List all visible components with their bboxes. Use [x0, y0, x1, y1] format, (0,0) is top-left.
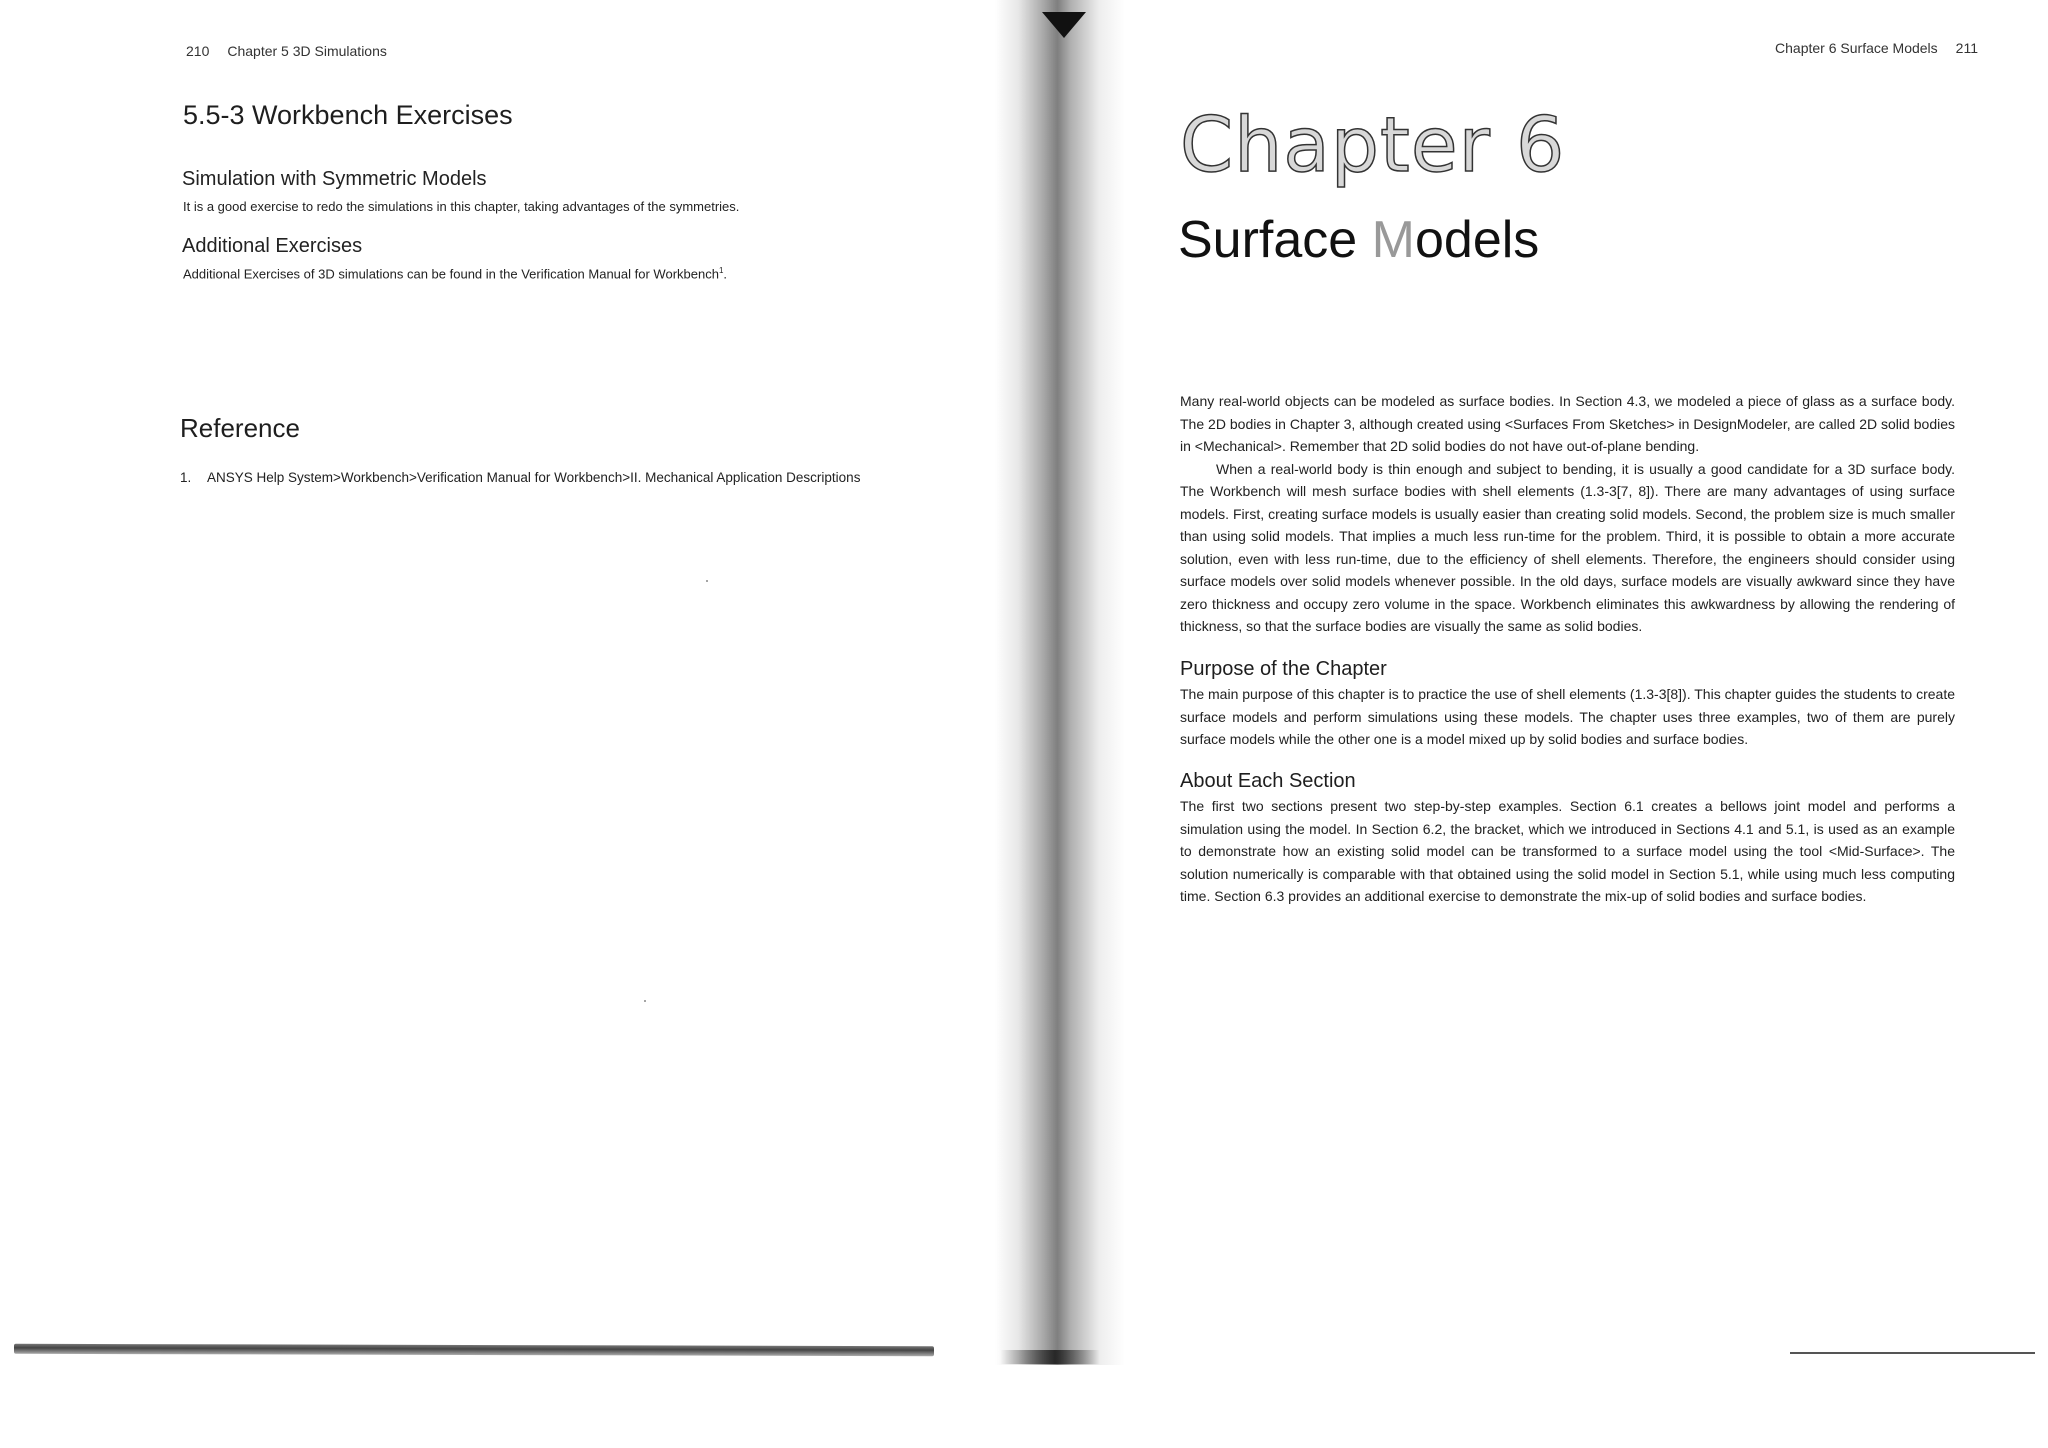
scan-speck — [644, 1000, 646, 1002]
chapter-title-faded-letter: M — [1371, 211, 1415, 269]
chapter-number-label: Chapter 6 — [1180, 100, 1566, 189]
subheading-symmetric-models: Simulation with Symmetric Models — [182, 168, 487, 190]
chapter-title-part: Surface — [1178, 211, 1372, 269]
chapter-intro — [1180, 390, 1955, 638]
additional-exercises-body: Additional Exercises of 3D simulations can be found in the Verification Manual for Workbench — [183, 266, 719, 282]
about-paragraph: The first two sections present two step-by-step examples. Section 6.1 creates a bellows joint model and performs a simulation using the model. In Section 6.2, the bracket, which we introduced in Sections 4.1 and 5.1, is used as an example to demonstrate how an existing solid model can be transformed to a surface model using the tool <Mid-Surface>. The solution numerically is comparable with that obtained using the solid model in Section 5.1, while using much less computing time. Section 6.3 provides an additional exercise to demonstrate the mix-up of solid bodies and surface bodies. — [1180, 798, 1955, 904]
chapter-title-rest: odels — [1414, 211, 1540, 269]
scan-speck — [706, 580, 708, 582]
left-page-number: 210 — [186, 43, 210, 59]
reference-heading: Reference — [180, 413, 300, 443]
subheading-additional-exercises: Additional Exercises — [182, 235, 363, 257]
intro-paragraph: Many real-world objects can be modeled as surface bodies. In Section 4.3, we modeled a piece of glass as a surface body. The 2D bodies in Chapter 3, although created using <Surfaces From Sketches> in DesignModeler, are called 2D solid bodies in <Mechanical>. Remember that 2D solid bodies do not have out-of-plane bending. — [1180, 393, 1955, 454]
footnote-mark: 1 — [718, 266, 724, 275]
section-heading: 5.5-3 Workbench Exercises — [183, 100, 513, 130]
reference-marker: 1. — [180, 470, 192, 485]
additional-exercises-text — [183, 266, 727, 281]
right-running-head-text: Chapter 6 Surface Models — [1775, 40, 1938, 56]
purpose-paragraph: The main purpose of this chapter is to practice the use of shell elements (1.3-3[8]). This chapter guides the students to create surface models and perform simulations using these models. The chapter uses three examples, two of them are purely surface models while the other one is a model mixed up by solid bodies and surface bodies. — [1180, 686, 1955, 747]
reference-text: ANSYS Help System>Workbench>Verification Manual for Workbench>II. Mechanical Application Descriptions — [207, 470, 861, 485]
symmetric-models-text: It is a good exercise to redo the simulations in this chapter, taking advantages of the symmetries. — [183, 199, 740, 214]
reference-item — [180, 470, 860, 485]
right-page-number: 211 — [1955, 40, 1978, 56]
additional-exercises-end: . — [723, 266, 728, 282]
intro-paragraph: When a real-world body is thin enough and subject to bending, it is usually a good candidate for a 3D surface body. The Workbench will mesh surface bodies with shell elements (1.3-3[7, 8]). There are many advantages of using surface models. First, creating surface models is usually easier than creating solid models. Second, the problem size is much smaller than using solid models. That implies a much less run-time for the problem. Third, it is possible to obtain a more accurate solution, even with less run-time, due to the efficiency of shell elements. Therefore, the engineers should consider using surface models over solid models whenever possible. In the old days, surface models are visually awkward since they have zero thickness and occupy zero volume in the space. Workbench eliminates this awkwardness by allowing the rendering of thickness, so that the surface bodies are visually the same as solid bodies. — [1180, 460, 1955, 634]
about-heading: About Each Section — [1180, 770, 1356, 792]
right-running-head — [1775, 40, 1978, 56]
left-running-head-text: Chapter 5 3D Simulations — [227, 43, 387, 59]
left-running-head — [186, 43, 387, 59]
chapter-title — [1178, 210, 1539, 270]
about-text — [1180, 795, 1955, 908]
purpose-text — [1180, 683, 1955, 751]
purpose-heading: Purpose of the Chapter — [1180, 658, 1387, 680]
